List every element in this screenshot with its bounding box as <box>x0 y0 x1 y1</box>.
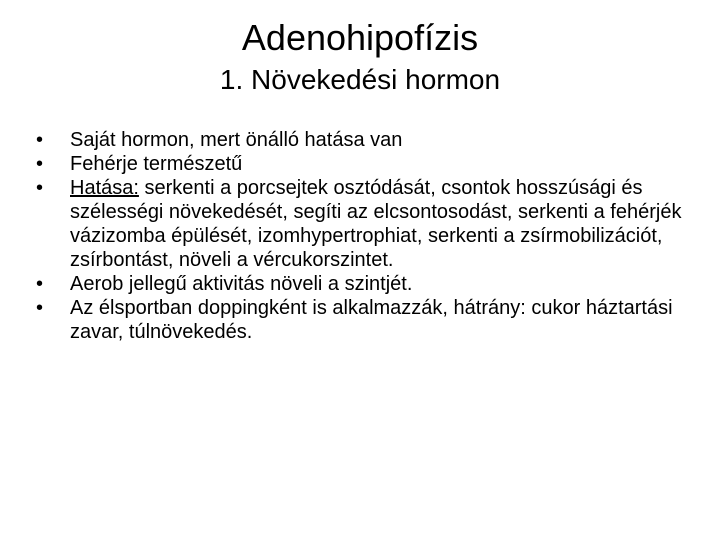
bullet-dot: • <box>36 153 44 175</box>
bullet-text: Aerob jellegű aktivitás növeli a szintjét. <box>70 273 413 295</box>
bullet-text: Az élsportban doppingként is alkalmazzák, hátrány: cukor háztartási zavar, túlnövekedés. <box>70 297 673 343</box>
bullet-text: Fehérje természetű <box>70 153 243 175</box>
bullet-dot: • <box>36 177 44 199</box>
bullet-label: Hatása: <box>70 177 139 199</box>
bullet-list <box>36 128 696 344</box>
bullet-item <box>36 128 696 152</box>
bullet-item <box>36 296 696 344</box>
bullet-text: Saját hormon, mert önálló hatása van <box>70 129 403 151</box>
bullet-item <box>36 272 696 296</box>
slide-title: Adenohipofízis <box>241 17 479 58</box>
slide-subtitle: 1. Növekedési hormon <box>219 64 501 95</box>
bullet-dot: • <box>36 297 44 319</box>
bullet-item <box>36 152 696 176</box>
bullet-text: serkenti a porcsejtek osztódását, csontok hosszúsági és szélességi növekedését, segíti az elcsontosodást, serkenti a fehérjék vázizomba épülését, izomhypertrophiat, serkenti a zsírmobilizációt, zsírbontást, növeli a vércukorszintet. <box>70 177 682 271</box>
bullet-dot: • <box>36 273 44 295</box>
bullet-dot: • <box>36 129 44 151</box>
bullet-item <box>36 176 696 272</box>
